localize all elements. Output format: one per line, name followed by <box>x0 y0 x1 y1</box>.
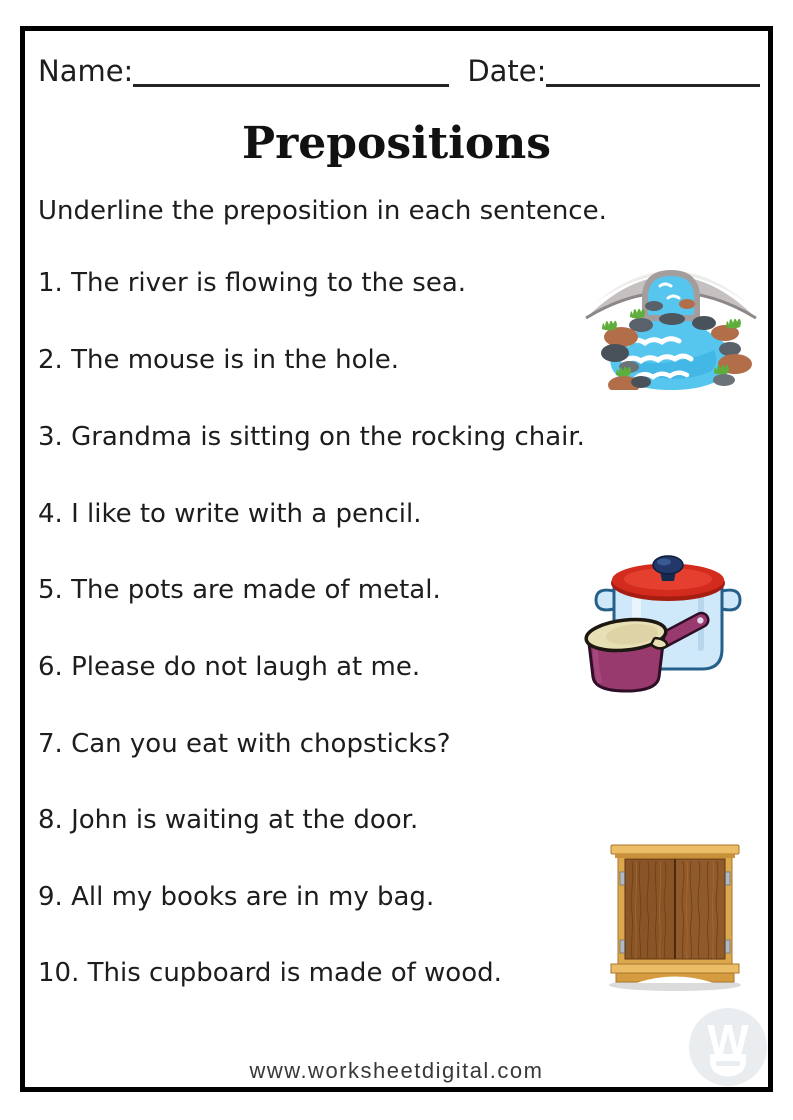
sentence-number: 8. <box>38 805 63 835</box>
worksheetdigital-logo <box>689 1008 767 1086</box>
sentence-number: 5. <box>38 575 63 605</box>
pot-lid-icon <box>611 556 725 601</box>
sentence-text: The river is flowing to the sea. <box>71 268 467 298</box>
svg-text:W: W <box>707 1016 749 1065</box>
sentence-number: 1. <box>38 268 63 298</box>
sentence-number: 2. <box>38 345 63 375</box>
sentence-number: 3. <box>38 422 63 452</box>
sentence-text: Can you eat with chopsticks? <box>71 729 451 759</box>
logo-w-icon <box>689 1008 767 1086</box>
cupboard-doors <box>625 859 725 959</box>
page-title: Prepositions <box>241 118 551 169</box>
sentence-text: Please do not laugh at me. <box>71 652 421 682</box>
name-label: Name: <box>38 54 134 89</box>
name-fill-line <box>133 54 449 87</box>
sentence-item <box>38 345 399 375</box>
sentence-text: Grandma is sitting on the rocking chair. <box>71 422 585 452</box>
name-date-row <box>38 54 760 89</box>
sentence-item <box>38 575 441 605</box>
saucepan-icon <box>585 616 668 691</box>
date-label: Date: <box>467 54 547 89</box>
sentence-item <box>38 805 418 835</box>
footer-url: www.worksheetdigital.com <box>249 1058 544 1083</box>
sentence-item <box>38 499 421 529</box>
sentence-text: This cupboard is made of wood. <box>87 958 502 988</box>
sentence-number: 4. <box>38 499 63 529</box>
cooking-pots-illustration <box>580 543 744 697</box>
instruction-text: Underline the preposition in each sentence. <box>38 196 607 226</box>
sentence-item <box>38 958 502 988</box>
bridge-icon <box>586 271 756 318</box>
sentence-item <box>38 422 585 452</box>
sentence-number: 7. <box>38 729 63 759</box>
sentence-text: All my books are in my bag. <box>71 882 435 912</box>
sentence-number: 6. <box>38 652 63 682</box>
date-fill-line <box>546 54 760 87</box>
river-bridge-illustration <box>584 240 758 390</box>
sentence-item <box>38 652 420 682</box>
sentence-item <box>38 882 434 912</box>
sentence-number: 9. <box>38 882 63 912</box>
cupboard-illustration <box>608 842 742 992</box>
sentence-text: The pots are made of metal. <box>71 575 441 605</box>
sentence-number: 10. <box>38 958 80 988</box>
sentence-item <box>38 729 451 759</box>
sentence-text: I like to write with a pencil. <box>71 499 422 529</box>
sentence-text: The mouse is in the hole. <box>71 345 400 375</box>
sentence-text: John is waiting at the door. <box>71 805 419 835</box>
sentence-item <box>38 268 466 298</box>
